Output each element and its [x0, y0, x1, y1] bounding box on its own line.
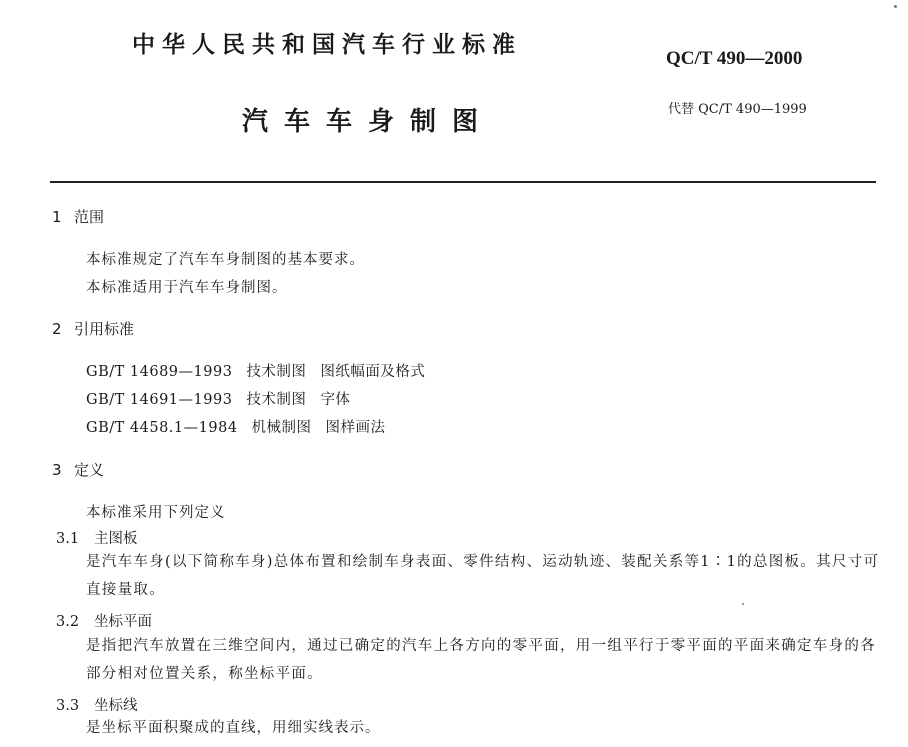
document-title: 汽车车身制图 [242, 107, 495, 137]
paragraph: 本标准采用下列定义 [86, 505, 226, 521]
subsection-number: 3.3 [56, 698, 80, 714]
definition-text: 是坐标平面积聚成的直线，用细实线表示。 [86, 720, 381, 736]
paragraph: 本标准规定了汽车车身制图的基本要求。 [86, 252, 365, 268]
section-title: 引用标准 [74, 320, 135, 338]
scan-speck [742, 603, 744, 605]
definition-text: 是指把汽车放置在三维空间内，通过已确定的汽车上各方向的零平面，用一组平行于零平面的平面来确定车身的各部分相对位置关系，称坐标平面。 [86, 638, 876, 682]
subsection-heading [56, 610, 152, 631]
subsection-title: 主图板 [94, 531, 138, 547]
scan-speck [894, 5, 897, 8]
section-number: 1 [52, 208, 62, 226]
header-divider [50, 181, 876, 183]
reference-subject: 字体 [320, 392, 351, 408]
reference-category: 技术制图 [246, 364, 307, 380]
section-title: 范围 [74, 208, 105, 226]
subsection-number: 3.1 [56, 531, 80, 547]
section-title: 定义 [74, 461, 105, 479]
reference-code: GB/T 14689—1993 [86, 364, 233, 380]
reference-code: GB/T 4458.1—1984 [86, 420, 238, 436]
subsection-title: 坐标平面 [94, 614, 152, 630]
reference-code: GB/T 14691—1993 [86, 392, 233, 408]
section-heading-definitions [52, 459, 104, 480]
subsection-number: 3.2 [56, 614, 80, 630]
reference-item [86, 416, 386, 437]
replaces-note: 代替 QC/T 490—1999 [668, 102, 807, 117]
section-number: 2 [52, 320, 62, 338]
subsection-heading [56, 527, 138, 548]
reference-category: 机械制图 [251, 420, 312, 436]
definition-text: 是汽车车身(以下简称车身)总体布置和绘制车身表面、零件结构、运动轨迹、装配关系等1∶1的总图板。其尺寸可直接量取。 [86, 554, 880, 598]
subsection-heading [56, 694, 138, 715]
section-number: 3 [52, 461, 62, 479]
issuing-organization: 中华人民共和国汽车行业标准 [132, 32, 522, 58]
section-heading-references [52, 318, 134, 339]
reference-subject: 图样画法 [325, 420, 386, 436]
standard-code: QC/T 490—2000 [666, 48, 803, 69]
subsection-title: 坐标线 [94, 698, 138, 714]
paragraph: 本标准适用于汽车车身制图。 [86, 280, 288, 296]
reference-item [86, 360, 425, 381]
reference-subject: 图纸幅面及格式 [320, 364, 426, 380]
section-heading-scope [52, 206, 104, 227]
reference-category: 技术制图 [246, 392, 307, 408]
reference-item [86, 388, 350, 409]
